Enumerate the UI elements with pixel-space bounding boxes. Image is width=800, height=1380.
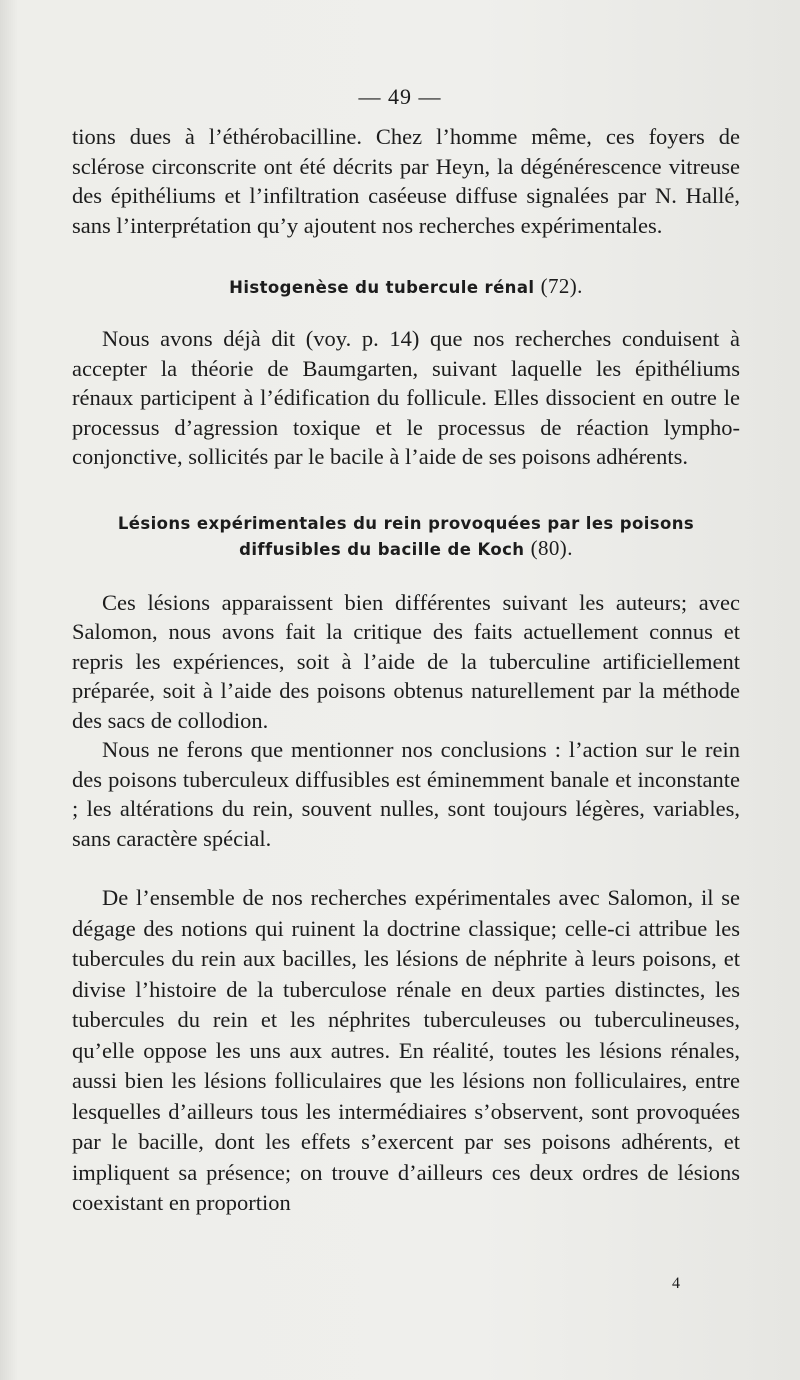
body-text xyxy=(72,122,740,1219)
paragraph-lesions: Ces lésions apparaissent bien différentes suivant les auteurs; avec Salomon, nous avons fait la critique des faits actuellement connus et repris les expériences, soit à l’aide de la tuberculine artificiellement préparée, soit à l’aide des poisons obtenus naturellement par la méthode des sacs de collodion. xyxy=(72,589,740,733)
heading-line-1: Lésions expérimentales du rein provoquées par les poisons xyxy=(117,513,695,533)
signature-mark: 4 xyxy=(672,1275,680,1292)
page-number: — 49 — xyxy=(358,84,442,109)
heading-reference: (80). xyxy=(530,535,573,560)
section-heading-lesions xyxy=(72,512,740,562)
paragraph-continuation: tions dues à l’éthérobacilline. Chez l’homme même, ces foyers de sclérose circonscrite ont été décrits par Heyn, la dégénérescence vitreuse des épithéliums et l’infiltration caséeuse diffuse signalées par N. Hallé, sans l’interprétation qu’y ajoutent nos recherches expérimentales. xyxy=(72,124,740,238)
heading-reference: (72). xyxy=(540,274,583,298)
section-heading-histogenese xyxy=(72,274,740,300)
paragraph-conclusions: Nous ne ferons que mentionner nos conclusions : l’action sur le rein des poisons tuberculeux diffusibles est éminemment banale et inconstante ; les altérations du rein, souvent nulles, sont toujours légères, variables, sans caractère spécial. xyxy=(72,737,740,851)
heading-line-2: diffusibles du bacille de Koch xyxy=(239,539,525,559)
paragraph-ensemble: De l’ensemble de nos recherches expérimentales avec Salomon, il se dégage des notions qui ruinent la doctrine classique; celle-ci attribue les tubercules du rein aux bacilles, les lésions de néphrite à leurs poisons, et divise l’histoire de la tuberculose rénale en deux parties distinctes, les tubercules du rein et les néphrites tuberculeuses ou tuberculineuses, qu’elle oppose les uns aux autres. En réalité, toutes les lésions rénales, aussi bien les lésions folliculaires que les lésions non folliculaires, entre lesquelles d’ailleurs tous les intermédiaires s’observent, sont provoquées par le bacille, dont les effets s’exercent par ses poisons adhérents, et impliquent sa présence; on trouve d’ailleurs ces deux ordres de lésions coexistant en proportion xyxy=(72,885,740,1215)
heading-title: Histogenèse du tubercule rénal xyxy=(229,278,535,297)
paragraph-baumgarten: Nous avons déjà dit (voy. p. 14) que nos recherches conduisent à accepter la théorie de Baumgarten, suivant laquelle les épithéliums rénaux participent à l’édification du follicule. Elles dissocient en outre le processus d’agression toxique et le processus de réaction lympho-conjonctive, sollicités par le bacile à l’aide de ses poisons adhérents. xyxy=(72,326,740,469)
